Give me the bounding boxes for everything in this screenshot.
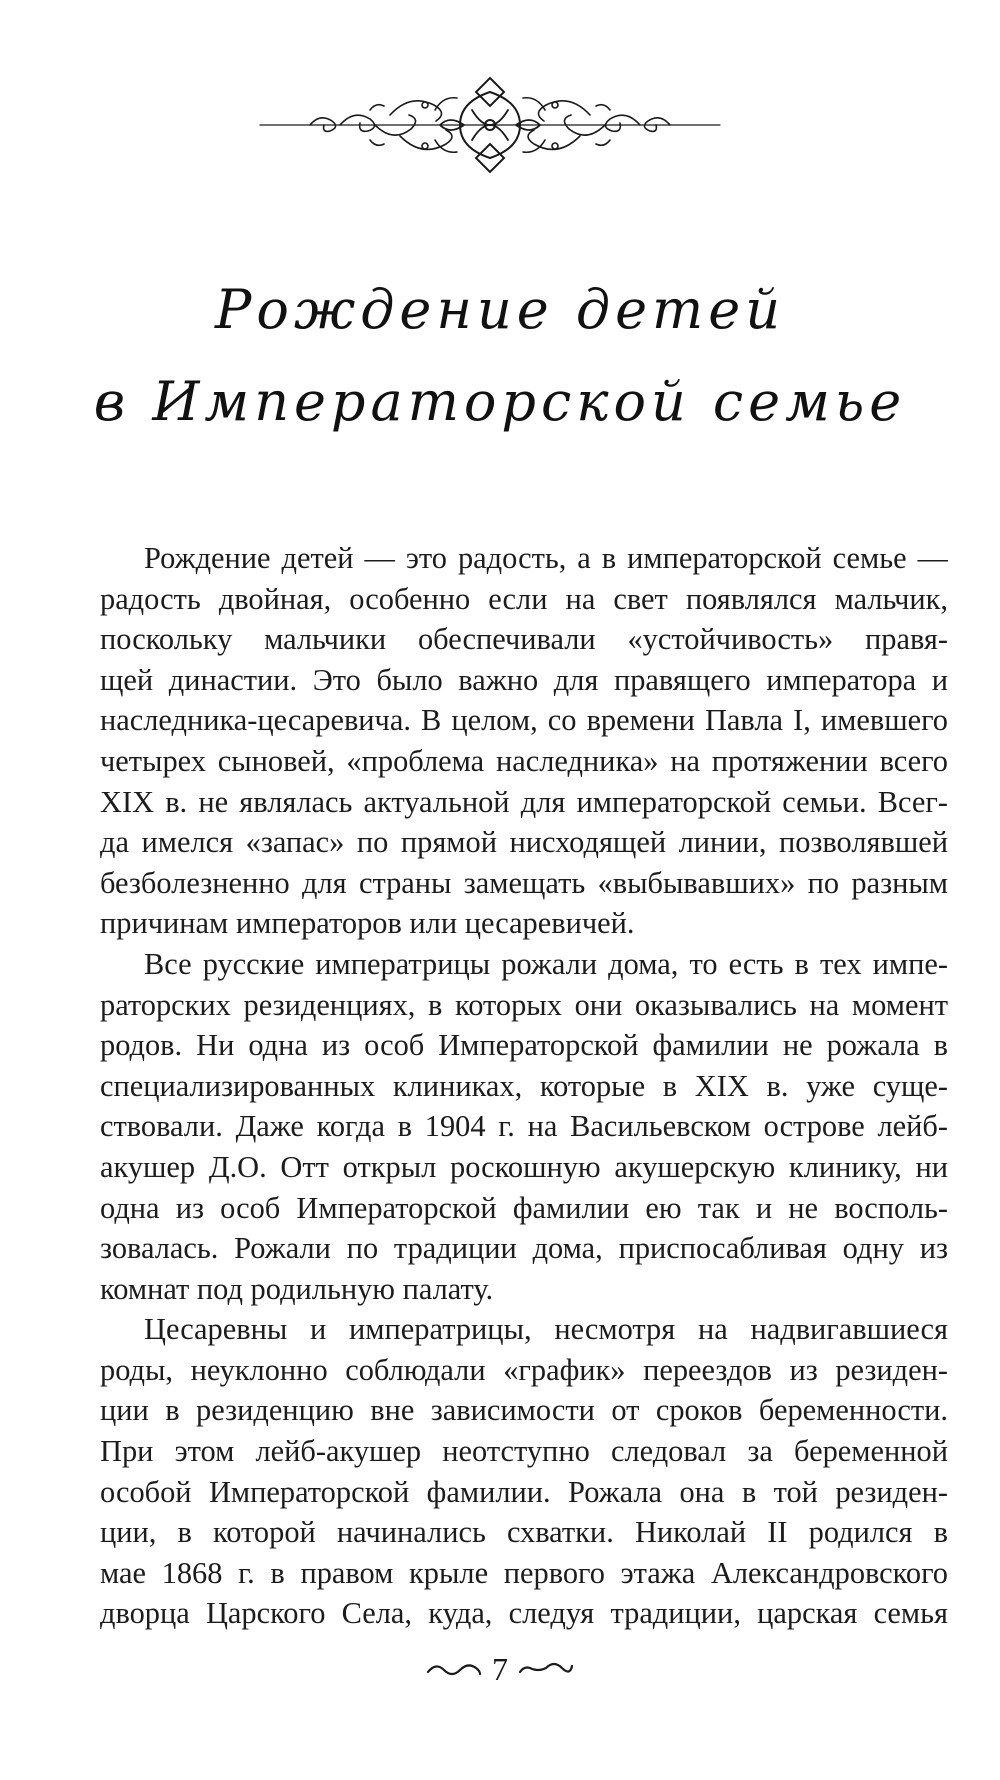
- text-line: поскольку мальчики обеспечивали «устойчивость» правя-: [100, 622, 948, 657]
- text-line: специализированных клиниках, которые в XIX в. уже суще-: [100, 1068, 948, 1103]
- chapter-title-line-1: Рождение детей: [214, 278, 785, 341]
- text-line: акушер Д.О. Отт открыл роскошную акушерскую клинику, ни: [100, 1149, 948, 1184]
- text-line: наследника-цесаревича. В целом, со времени Павла I, имевшего: [100, 703, 948, 738]
- text-line: При этом лейб-акушер неотступно следовал за беременной: [100, 1434, 948, 1469]
- text-line: ции, в которой начинались схватки. Николай II родился в: [100, 1515, 948, 1550]
- text-line: зовалась. Рожали по традиции дома, приспосабливая одну из: [100, 1231, 948, 1266]
- text-line: причинам императоров или цесаревичей.: [100, 906, 635, 941]
- text-line: родов. Ни одна из особ Императорской фамилии не рожала в: [100, 1028, 948, 1063]
- text-line: ции в резиденцию вне зависимости от сроков беременности.: [100, 1393, 948, 1428]
- body-text: [100, 538, 948, 1634]
- text-line: Рождение детей — это радость, а в императорской семье —: [144, 541, 948, 575]
- text-line: одна из особ Императорской фамилии ею так и не восполь-: [100, 1190, 948, 1225]
- text-line: роды, неуклонно соблюдали «график» переездов из резиден-: [100, 1352, 948, 1387]
- text-line: Цесаревны и императрицы, несмотря на надвигавшиеся: [144, 1312, 948, 1347]
- text-line: радость двойная, особенно если на свет появлялся мальчик,: [100, 581, 948, 616]
- ornamental-header-icon: [250, 70, 730, 180]
- text-line: мае 1868 г. в правом крыле первого этажа Александровского: [100, 1555, 948, 1590]
- text-line: да имелся «запас» по прямой нисходящей линии, позволявшей: [100, 825, 948, 860]
- text-line: комнат под родильную палату.: [100, 1271, 494, 1306]
- swash-left-icon: [426, 1660, 482, 1680]
- page-footer: [0, 1648, 1000, 1688]
- text-line: раторских резиденциях, в которых они оказывались на момент: [100, 987, 948, 1022]
- text-line: дворца Царского Села, куда, следуя традиции, царская семья: [100, 1596, 948, 1631]
- text-line: XIX в. не являлась актуальной для императорской семьи. Всег-: [100, 784, 948, 819]
- chapter-title-line-2: в Императорской семье: [93, 370, 907, 433]
- text-line: четырех сыновей, «проблема наследника» на протяжении всего: [100, 743, 948, 778]
- text-line: Все русские императрицы рожали дома, то есть в тех импе-: [144, 946, 948, 981]
- text-line: ствовали. Даже когда в 1904 г. на Васильевском острове лейб-: [100, 1109, 948, 1144]
- swash-right-icon: [518, 1660, 574, 1680]
- text-line: особой Императорской фамилии. Рожала она в той резиден-: [100, 1474, 948, 1509]
- text-line: щей династии. Это было важно для правящего императора и: [100, 662, 948, 697]
- page-number: 7: [492, 1651, 508, 1688]
- text-line: безболезненно для страны замещать «выбывавших» по разным: [100, 865, 948, 900]
